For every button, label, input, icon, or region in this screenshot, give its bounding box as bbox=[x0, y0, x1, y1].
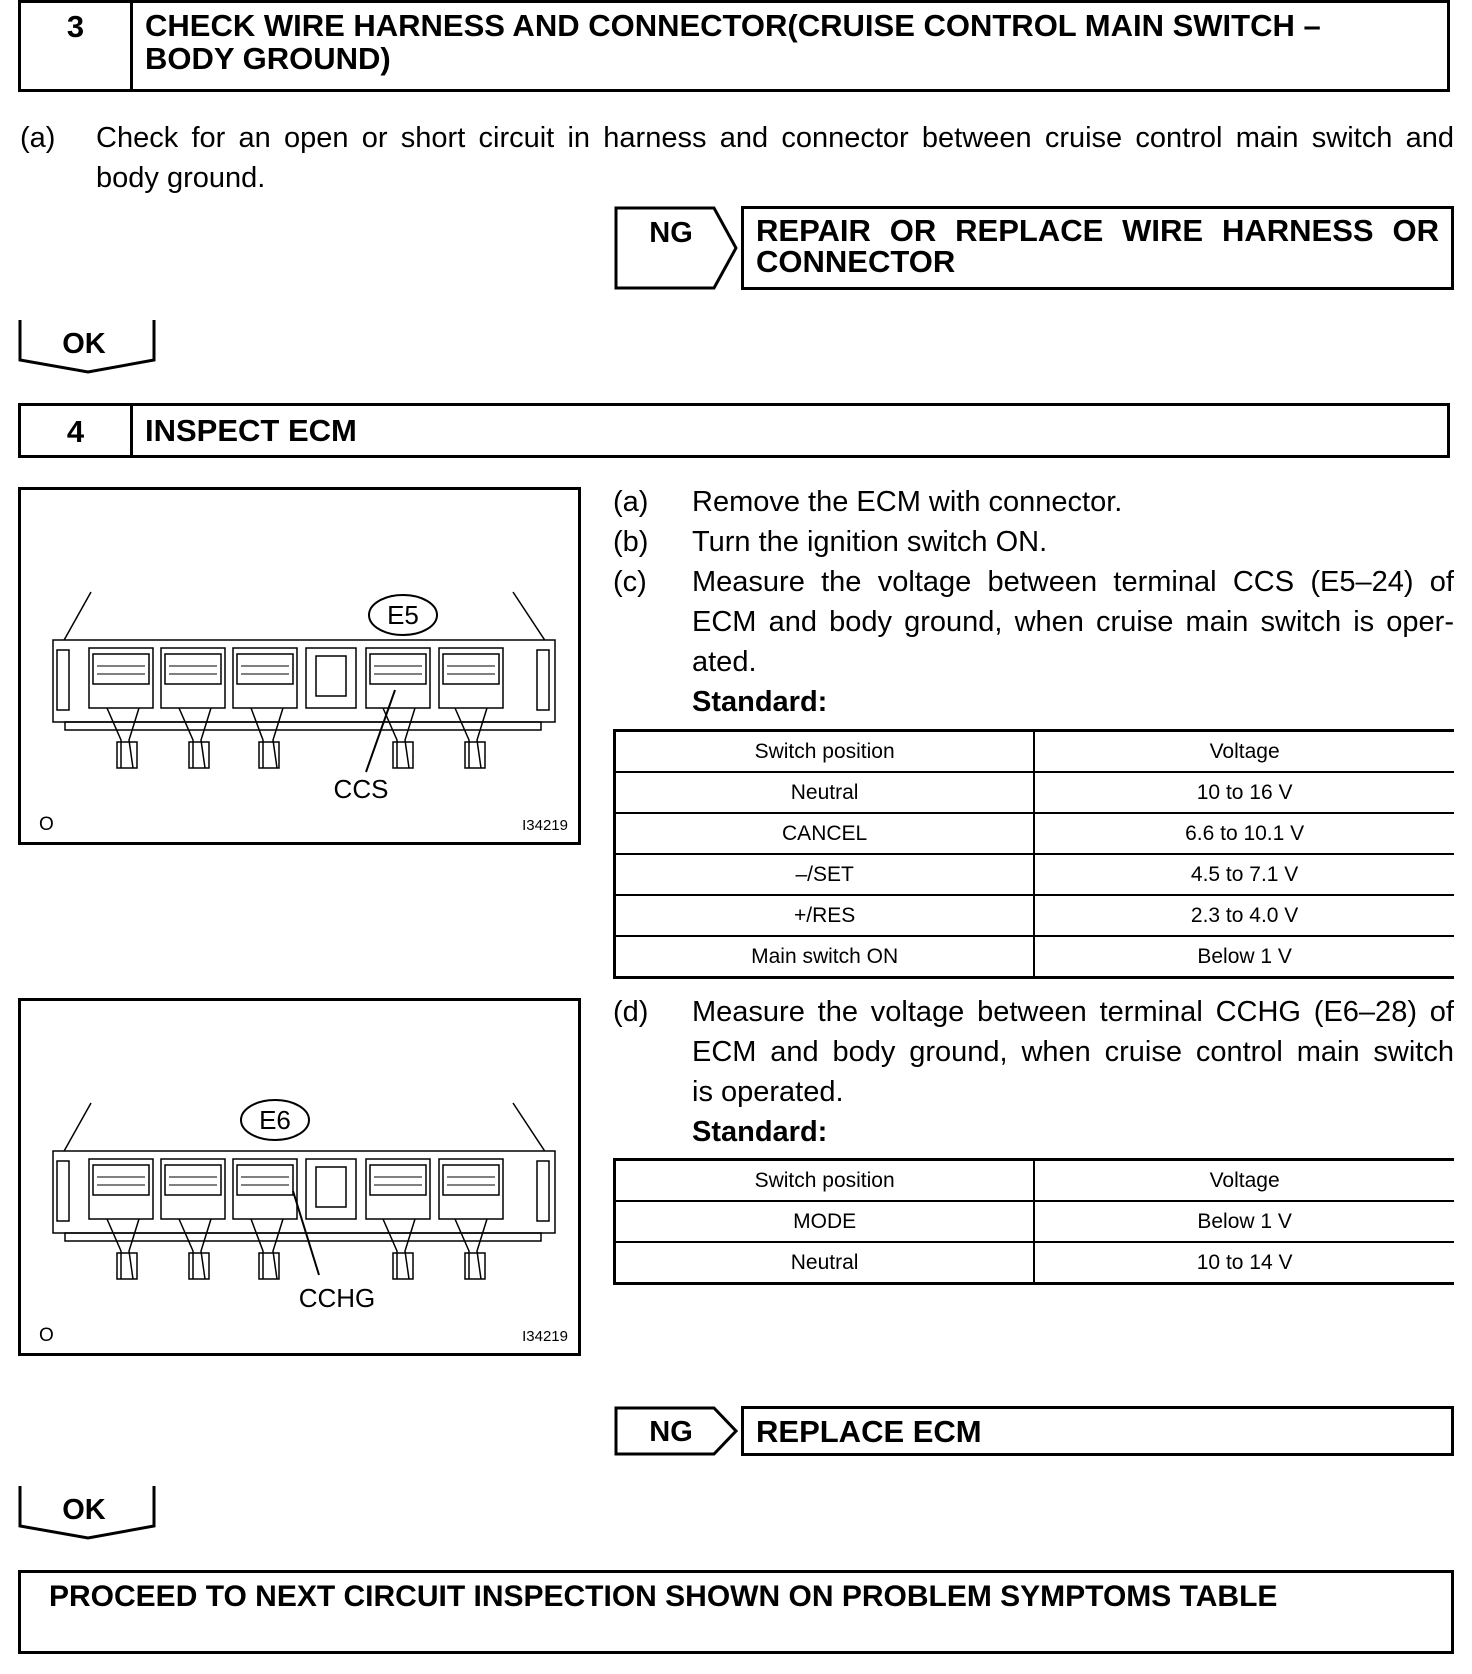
table-cell: 10 to 16 V bbox=[1034, 772, 1454, 813]
table-header: Voltage bbox=[1034, 1160, 1454, 1202]
terminal-label: CCHG bbox=[298, 1283, 376, 1313]
table-header: Voltage bbox=[1034, 731, 1454, 773]
ng-arrow bbox=[614, 206, 738, 290]
table-cell: 6.6 to 10.1 V bbox=[1034, 813, 1454, 854]
standard-label: Standard: bbox=[692, 686, 828, 718]
final-instruction: PROCEED TO NEXT CIRCUIT INSPECTION SHOWN ON PROBLEM SYMPTOMS TABLE bbox=[18, 1570, 1454, 1654]
table-header: Switch position bbox=[615, 1160, 1035, 1202]
standard-table-1 bbox=[613, 729, 1454, 979]
item-label: (a) bbox=[20, 122, 56, 154]
table-row bbox=[615, 1201, 1455, 1242]
item-label: (a) bbox=[613, 486, 649, 518]
table-row bbox=[615, 895, 1455, 936]
item-label: (d) bbox=[613, 996, 649, 1028]
table-cell: Main switch ON bbox=[615, 936, 1035, 978]
connector-label: E6 bbox=[259, 1105, 291, 1135]
figure-corner: O bbox=[39, 814, 54, 835]
table-cell: CANCEL bbox=[615, 813, 1035, 854]
ok-arrow bbox=[18, 320, 158, 374]
ecm-illustration bbox=[21, 490, 578, 842]
table-cell: 4.5 to 7.1 V bbox=[1034, 854, 1454, 895]
table-row bbox=[615, 772, 1455, 813]
standard-table-2 bbox=[613, 1158, 1454, 1285]
table-row bbox=[615, 1242, 1455, 1284]
table-cell: Neutral bbox=[615, 772, 1035, 813]
step4-header bbox=[18, 403, 1450, 458]
table-cell: +/RES bbox=[615, 895, 1035, 936]
ng-label: NG bbox=[649, 217, 693, 249]
table-header-row bbox=[615, 1160, 1455, 1202]
item-text: Check for an open or short circuit in harness and connector between cruise control main switch and body ground. bbox=[96, 122, 1454, 194]
step-number: 3 bbox=[21, 3, 133, 89]
table-cell: MODE bbox=[615, 1201, 1035, 1242]
table-row bbox=[615, 813, 1455, 854]
ng-label: NG bbox=[649, 1416, 693, 1448]
figure-id: I34219 bbox=[522, 817, 568, 834]
ecm-illustration bbox=[21, 1001, 578, 1353]
step-number: 4 bbox=[21, 406, 133, 455]
item-label: (c) bbox=[613, 566, 647, 598]
standard-label: Standard: bbox=[692, 1116, 828, 1148]
table-row bbox=[615, 936, 1455, 978]
table-cell: Neutral bbox=[615, 1242, 1035, 1284]
step3-header bbox=[18, 0, 1450, 92]
item-text: Remove the ECM with connector. bbox=[692, 486, 1123, 518]
table-header: Switch position bbox=[615, 731, 1035, 773]
figure-id: I34219 bbox=[522, 1328, 568, 1345]
ok-label: OK bbox=[62, 1494, 106, 1526]
table-header-row bbox=[615, 731, 1455, 773]
ng-result: REPLACE ECM bbox=[741, 1406, 1454, 1456]
ecm-figure-e5 bbox=[18, 487, 581, 845]
table-cell: 2.3 to 4.0 V bbox=[1034, 895, 1454, 936]
step-title: CHECK WIRE HARNESS AND CONNECTOR(CRUISE CONTROL MAIN SWITCH – BODY GROUND) bbox=[145, 8, 1321, 76]
ng-result: REPAIR OR REPLACE WIRE HARNESS OR CONNECTOR bbox=[741, 206, 1454, 290]
ok-arrow bbox=[18, 1486, 158, 1540]
table-row bbox=[615, 854, 1455, 895]
step-title: INSPECT ECM bbox=[145, 413, 357, 448]
item-text: Turn the ignition switch ON. bbox=[692, 526, 1048, 558]
table-cell: Below 1 V bbox=[1034, 936, 1454, 978]
ok-label: OK bbox=[62, 328, 106, 360]
item-label: (b) bbox=[613, 526, 649, 558]
item-text: Measure the voltage between terminal CCS (E5–24) of ECM and body ground, when cruise main switch is oper- ated. bbox=[692, 566, 1454, 678]
table-cell: 10 to 14 V bbox=[1034, 1242, 1454, 1284]
table-cell: –/SET bbox=[615, 854, 1035, 895]
ecm-figure-e6 bbox=[18, 998, 581, 1356]
figure-corner: O bbox=[39, 1325, 54, 1346]
item-text: Measure the voltage between terminal CCHG (E6–28) of ECM and body ground, when cruise control main switch is operated. bbox=[692, 996, 1454, 1108]
table-cell: Below 1 V bbox=[1034, 1201, 1454, 1242]
terminal-label: CCS bbox=[333, 774, 389, 804]
ng-arrow bbox=[614, 1406, 738, 1456]
connector-label: E5 bbox=[387, 600, 419, 630]
